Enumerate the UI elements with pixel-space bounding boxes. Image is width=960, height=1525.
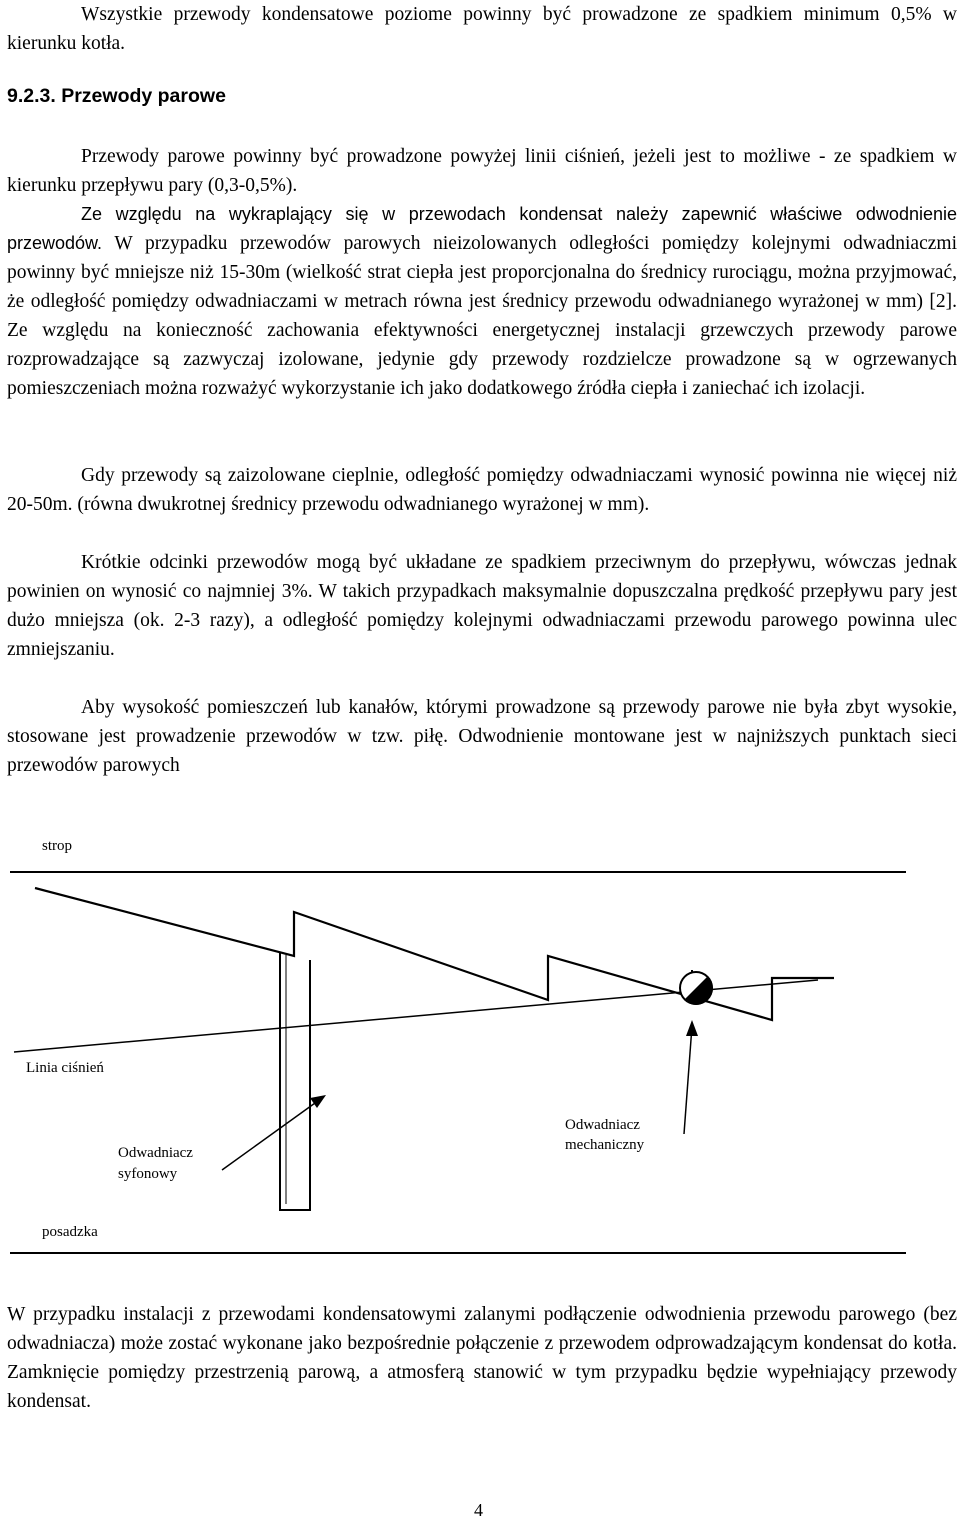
label-linia-cisnien: Linia ciśnień (26, 1060, 104, 1076)
label-strop: strop (42, 838, 72, 854)
paragraph-5: Aby wysokość pomieszczeń lub kanałów, którymi prowadzone są przewody parowe nie była zbyt wysokie, stosowane jest prowadzenie przewodów w tzw. piłę. Odwodnienie montowane jest w najniższych punktach sieci przewodów parowych (7, 697, 957, 776)
label-syfonowy-2: syfonowy (118, 1166, 178, 1182)
intro-paragraph: Wszystkie przewody kondensatowe poziome powinny być prowadzone ze spadkiem minimum 0,5% w kierunku kotła. (7, 4, 957, 54)
siphon-trap (280, 952, 310, 1210)
paragraph-2 (7, 200, 957, 403)
paragraph-6: W przypadku instalacji z przewodami kondensatowymi zalanymi podłączenie odwodnienia przewodu parowego (bez odwadniacza) może zostać wykonane jako bezpośrednie połączenie z przewodem odprowadzającym kondensat do kotła. Zamknięcie pomiędzy przestrzenią parową, a atmosferą stanowić w tym przypadku będzie wypełniający przewody kondensat. (7, 1304, 957, 1412)
paragraph-1: Przewody parowe powinny być prowadzone powyżej linii ciśnień, jeżeli jest to możliwe - ze spadkiem w kierunku przepływu pary (0,3-0,5%). (7, 146, 957, 196)
section-heading: 9.2.3. Przewody parowe (7, 85, 226, 107)
label-mechaniczny-1: Odwadniacz (565, 1117, 640, 1133)
paragraph-4: Krótkie odcinki przewodów mogą być układane ze spadkiem przeciwnym do przepływu, wówczas jednak powinien on wynosić co najmniej 3%. W takich przypadkach maksymalnie dopuszczalna prędkość przepływu pary jest dużo mniejsza (ok. 2-3 razy), a odległość pomiędzy kolejnymi odwadniaczami przewodu parowego powinna ulec zmniejszaniu. (7, 552, 957, 660)
paragraph-2-rest: W przypadku przewodów parowych nieizolowanych odległości pomiędzy kolejnymi odwadniaczmi powinny być mniejsze niż 15-30m (wielkość strat ciepła jest proporcjonalna do średnicy rurociągu, można przyjmować, że odległość pomiędzy odwadniaczami w metrach równa jest średnicy przewodu odwadnianego wyrażonej w mm) [2]. Ze względu na konieczność zachowania efektywności energetycznej instalacji grzewczych przewody parowe rozprowadzające są zazwyczaj izolowane, jedynie gdy przewody rozdzielcze prowadzone są w ogrzewanych pomieszczeniach można rozważyć wykorzystanie ich jako dodatkowego źródła ciepła i zaniechać ich izolacji. (7, 233, 957, 399)
label-syfonowy-1: Odwadniacz (118, 1145, 193, 1161)
label-mechaniczny-2: mechaniczny (565, 1137, 645, 1153)
steam-pipe-sawtooth (35, 888, 834, 1020)
paragraph-2-sans: Ze względu na wykraplający się w przewodach kondensat należy zapewnić właściwe odwodnienie przewodów. (7, 204, 957, 253)
arrow-siphon-head (310, 1095, 326, 1108)
arrow-mechanical-head (686, 1020, 698, 1036)
steam-pipe-diagram (0, 800, 960, 1280)
arrow-mechanical (684, 1026, 692, 1134)
label-posadzka: posadzka (42, 1224, 98, 1240)
page-number: 4 (474, 1500, 483, 1520)
arrow-siphon (222, 1098, 322, 1170)
paragraph-3: Gdy przewody są zaizolowane cieplnie, odległość pomiędzy odwadniaczami wynosić powinna nie więcej niż 20-50m. (równa dwukrotnej średnicy przewodu odwadnianego wyrażonej w mm). (7, 465, 957, 515)
